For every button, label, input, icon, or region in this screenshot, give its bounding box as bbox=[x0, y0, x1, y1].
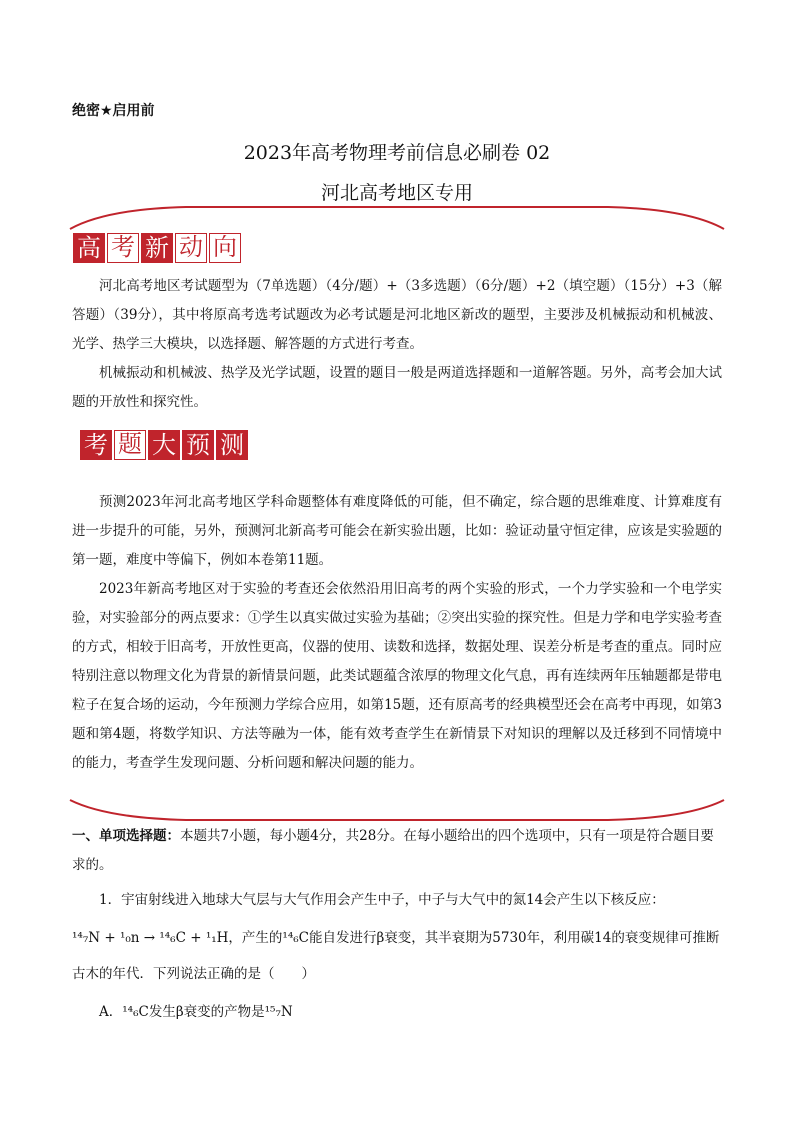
banner-char: 考 bbox=[107, 233, 139, 263]
secret-label: 绝密★启用前 bbox=[72, 103, 155, 119]
banner-char: 大 bbox=[148, 430, 180, 460]
bottom-divider-curve bbox=[66, 798, 728, 824]
banner-char: 向 bbox=[209, 233, 241, 263]
paragraph: 机械振动和机械波、热学及光学试题，设置的题目一般是两道选择题和一道解答题。另外，高考会加大试题的开放性和探究性。 bbox=[72, 365, 722, 410]
section-heading-text: 本题共7小题，每小题4分，共28分。在每小题给出的四个选项中，只有一项是符合题目要求的。 bbox=[72, 828, 714, 873]
banner-char: 测 bbox=[216, 430, 248, 460]
banner-char: 动 bbox=[175, 233, 207, 263]
banner-char: 预 bbox=[182, 430, 214, 460]
paragraph: 2023年新高考地区对于实验的考查还会依然沿用旧高考的两个实验的形式，一个力学实验和一个电学实验，对实验部分的两点要求：①学生以真实做过实验为基础；②突出实验的探究性。但是力学和电学实验考查的方式，相较于旧高考，开放性更高，仪器的使用、读数和选择，数据处理、误差分析是考查的重点。同时应特别注意以物理文化为背景的新情景问题，此类试题蕴含浓厚的物理文化气息，再有连续两年压轴题都是带电粒子在复合场的运动，今年预测力学综合应用，如第15题，还有原高考的经典模型还会在高考中再现，如第3题和第4题，将数学知识、方法等融为一体，能有效考查学生在新情景下对知识的理解以及迁移到不同情境中的能力，考查学生发现问题、分析问题和解决问题的能力。 bbox=[72, 581, 722, 771]
question-1-line-2 bbox=[72, 924, 722, 953]
banner-char: 题 bbox=[114, 430, 146, 460]
banner-trends bbox=[73, 233, 241, 263]
page-subtitle: 河北高考地区专用 bbox=[320, 182, 473, 204]
banner-char: 考 bbox=[80, 430, 112, 460]
section-prediction-body bbox=[72, 488, 722, 778]
question-1-text: ，产生的¹⁴₆C能自发进行β衰变，其半衰期为5730年，利用碳14的衰变规律可推断 bbox=[228, 930, 720, 946]
question-1-line-1: 1．宇宙射线进入地球大气层与大气作用会产生中子，中子与大气中的氮14会产生以下核反应： bbox=[99, 892, 665, 908]
paragraph: 河北高考地区考试题型为（7单选题）（4分/题）+（3多选题）（6分/题）+2（填空题）（15分）+3（解答题）（39分），其中将原高考选考试题改为必考试题是河北地区新改的题型，主要涉及机械振动和机械波、光学、热学三大模块，以选择题、解答题的方式进行考查。 bbox=[72, 278, 722, 352]
banner-char: 高 bbox=[73, 233, 105, 263]
page-title: 2023年高考物理考前信息必刷卷 02 bbox=[243, 142, 551, 164]
top-divider-curve bbox=[66, 203, 728, 233]
paragraph: 预测2023年河北高考地区学科命题整体有难度降低的可能，但不确定，综合题的思维难度、计算难度有进一步提升的可能，另外，预测河北新高考可能会在新实验出题，比如：验证动量守恒定律，应该是实验题的第一题，难度中等偏下，例如本卷第11题。 bbox=[72, 494, 722, 568]
section-heading-label: 一、单项选择题： bbox=[72, 828, 180, 844]
nuclear-reaction: ¹⁴₇N + ¹₀n → ¹⁴₆C + ¹₁H bbox=[72, 930, 229, 946]
option-a: A．¹⁴₆C发生β衰变的产物是¹⁵₇N bbox=[99, 1004, 293, 1020]
section-trends-body bbox=[72, 272, 722, 417]
section-heading bbox=[72, 822, 722, 880]
question-1-line-3: 古木的年代．下列说法正确的是（ ） bbox=[72, 966, 315, 982]
banner-prediction bbox=[80, 430, 248, 460]
banner-char: 新 bbox=[141, 233, 173, 263]
